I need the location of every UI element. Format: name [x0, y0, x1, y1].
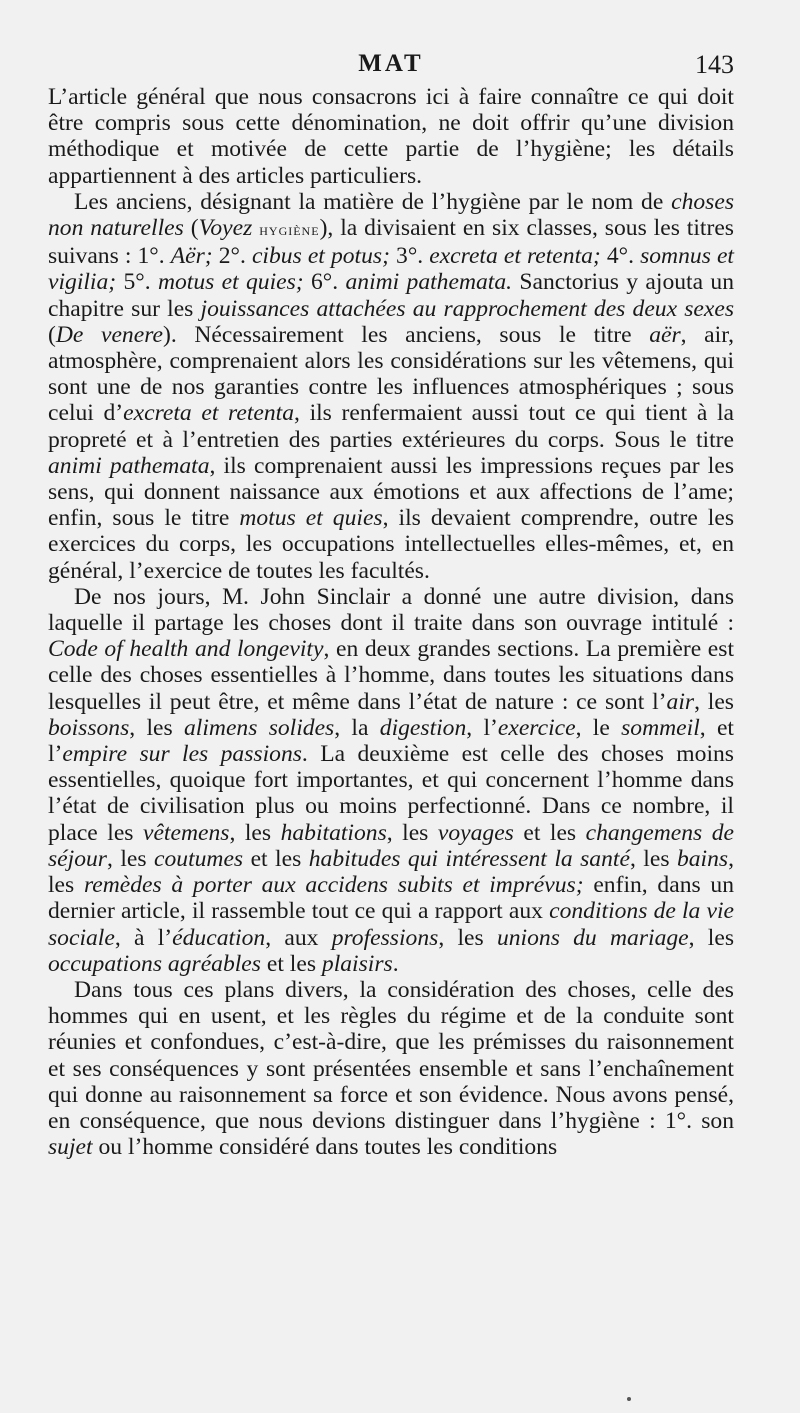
text-run: , l’: [466, 714, 498, 741]
ink-speck: [627, 1397, 631, 1401]
italic-text: habitations: [280, 819, 387, 846]
text-run: Dans tous ces plans divers, la considération des choses, celle des hommes qui en usent, et les règles du régime et de la conduite sont réunies et confondues, c’est-à-dire, que les prémisses du raisonnement et ses conséquences y sont présentées ensemble et sans l’enchaînement qui donne au raisonnement sa force et son évidence. Nous avons pensé, en conséquence, que nous devions distinguer dans l’hygiène : 1°. son: [48, 976, 734, 1134]
italic-text: remèdes à porter aux accidens subits et imprévus;: [83, 872, 584, 899]
italic-text: unions du mariage: [496, 924, 689, 951]
text-run: enfin, dans un dernier article, il rassemble tout ce qui a rapport aux: [48, 872, 734, 925]
text-run: , les: [694, 688, 734, 715]
running-head: MAT: [358, 50, 424, 77]
text-run: , les: [438, 924, 497, 951]
paragraph: [48, 977, 734, 1160]
italic-text: Code of health and longevity: [48, 636, 324, 663]
text-run: . La deuxième est celle des choses moins essentielles, quoique fort importantes, et qui concernent l’homme dans l’état de civilisation plus ou moins perfectionné. Dans ce nombre, il place les: [48, 741, 734, 846]
italic-text: excreta et retenta: [123, 400, 295, 427]
italic-text: motus et quies: [239, 505, 383, 532]
body-text: [48, 84, 734, 1160]
text-run: Les anciens, désignant la matière de l’hygiène par le nom de: [74, 188, 672, 215]
italic-text: habitudes qui intéressent la santé: [308, 845, 630, 872]
italic-text: professions: [331, 924, 439, 951]
italic-text: alimens solides: [184, 714, 335, 741]
italic-text: cibus et potus;: [251, 243, 390, 270]
text-run: , en deux grandes sections. La première est celle des choses essentielles à l’homme, dans toutes les situations dans lesquelles il peut être, et même dans l’état de nature : ce sont l’: [48, 636, 734, 715]
text-run: 3°.: [389, 243, 430, 270]
italic-text: sujet: [48, 1134, 93, 1161]
text-run: ), la divisaient en six classes, sous les titres suivans : 1°.: [48, 215, 734, 270]
italic-text: Voyez: [198, 215, 253, 242]
text-run: , à l’: [114, 924, 173, 951]
text-run: 4°.: [600, 243, 641, 270]
italic-text: excreta et retenta;: [429, 243, 601, 270]
text-run: .: [392, 950, 399, 977]
text-run: 2°.: [212, 243, 252, 270]
text-run: , la: [334, 714, 380, 741]
italic-text: animi pathemata.: [345, 269, 513, 296]
text-run: De nos jours, M. John Sinclair a donné une autre division, dans laquelle il partage les choses dont il traite dans son ouvrage intitulé :: [48, 583, 734, 637]
small-caps-text: hygiène: [259, 220, 320, 240]
text-run: , le: [575, 714, 622, 741]
text-run: , les: [129, 714, 184, 741]
text-run: ou l’homme considéré dans toutes les conditions: [92, 1134, 558, 1161]
text-run: L’article général que nous consacrons ici à faire connaître ce qui doit être compris sous cette dénomination, ne doit offrir qu’une division méthodique et motivée de cette partie de l’hygiène; les détails appartiennent à des articles particuliers.: [48, 84, 734, 189]
italic-text: aër: [649, 321, 681, 348]
text-run: et les: [513, 819, 586, 846]
italic-text: somnus et vigilia;: [48, 243, 734, 296]
italic-text: air: [666, 688, 695, 715]
paragraph: [48, 189, 734, 584]
text-run: ). Nécessairement les anciens, sous le titre: [162, 321, 650, 348]
italic-text: Aër;: [170, 243, 213, 270]
text-run: , ils comprenaient aussi les impressions reçues par les sens, qui donnent naissance aux émotions et aux affections de l’ame; enfin, sous le titre: [48, 452, 734, 532]
italic-text: conditions de la vie sociale: [48, 898, 734, 951]
text-run: (: [183, 215, 199, 242]
italic-text: vêtemens: [142, 819, 230, 846]
text-run: , ils renfermaient aussi tout ce qui tient à la propreté et à l’entretien des parties extérieures du corps. Sous le titre: [48, 400, 735, 453]
italic-text: coutumes: [154, 845, 244, 872]
italic-text: choses non naturelles: [48, 188, 734, 242]
text-run: , et l’: [48, 714, 734, 768]
page-number: 143: [695, 50, 734, 79]
text-run: et les: [260, 950, 322, 977]
text-run: , aux: [265, 924, 332, 951]
italic-text: motus et quies;: [157, 269, 304, 296]
italic-text: digestion: [379, 714, 467, 741]
text-run: 5°.: [116, 269, 158, 296]
text-run: , air, atmosphère, comprenaient alors les considérations sur les vêtemens, qui sont une de nos garanties contre les influences atmosphériques ; sous celui d’: [48, 321, 735, 427]
italic-text: éducation: [172, 924, 266, 951]
italic-text: occupations agréables: [48, 950, 261, 977]
text-run: , les: [386, 819, 438, 846]
paragraph: [48, 584, 734, 977]
text-run: , les: [48, 845, 734, 899]
italic-text: empire sur les passions: [62, 741, 302, 768]
text-run: et les: [243, 845, 309, 872]
text-run: , les: [688, 924, 735, 951]
page-header: [48, 50, 734, 84]
italic-text: voyages: [437, 819, 514, 846]
italic-text: animi pathemata: [48, 452, 210, 479]
text-run: , ils devaient comprendre, outre les exercices du corps, les occupations intellectuelles elles-mêmes, et, en général, l’exercice de toutes les facultés.: [48, 505, 735, 584]
italic-text: plaisirs: [321, 950, 393, 977]
text-run: , les: [229, 819, 281, 846]
italic-text: De venere: [55, 321, 163, 348]
italic-text: jouissances attachées au rapprochement des deux sexes: [200, 295, 735, 322]
italic-text: exercice: [497, 714, 576, 741]
italic-text: changemens de séjour: [48, 819, 734, 872]
paragraph: [48, 84, 734, 189]
italic-text: bains: [676, 845, 729, 872]
text-run: , les: [106, 845, 154, 872]
text-run: 6°.: [303, 269, 346, 296]
text-run: (: [48, 321, 56, 348]
italic-text: boissons: [48, 714, 130, 741]
text-run: , les: [629, 845, 677, 872]
italic-text: sommeil: [621, 714, 700, 741]
text-run: Sanctorius y ajouta un chapitre sur les: [48, 269, 734, 322]
